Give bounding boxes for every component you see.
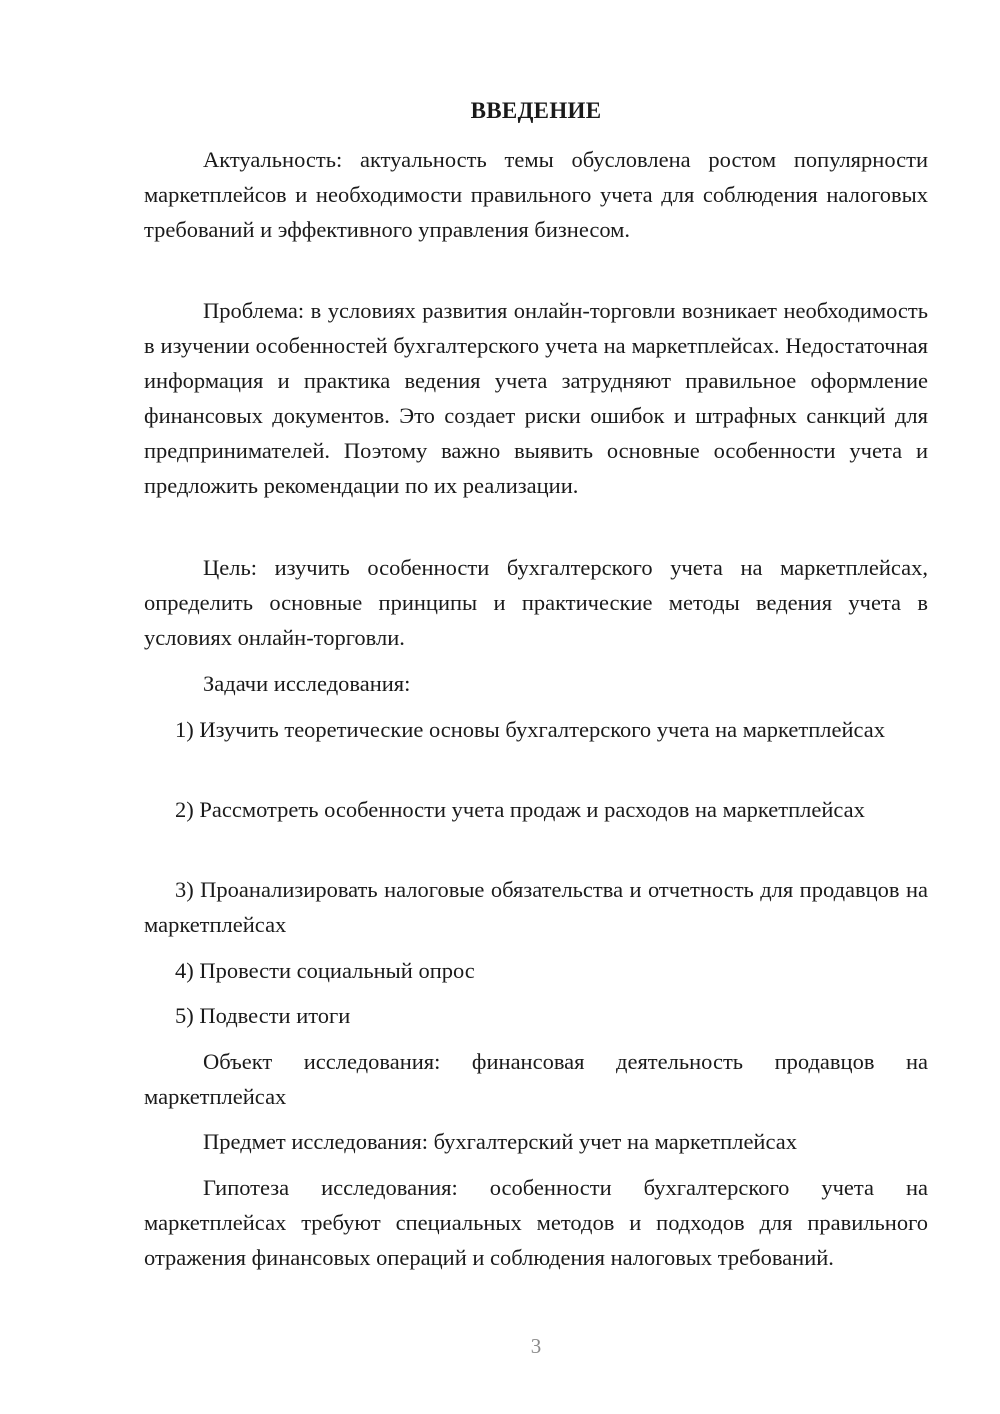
goal-paragraph: Цель: изучить особенности бухгалтерского учета на маркетплейсах, определить основные принципы и практические методы ведения учета в условиях онлайн-торговли.	[144, 555, 928, 650]
task-item-1: 1) Изучить теоретические основы бухгалтерского учета на маркетплейсах	[175, 717, 886, 742]
tasks-heading: Задачи исследования:	[203, 671, 411, 696]
task-item-5: 5) Подвести итоги	[175, 1003, 351, 1028]
task-item-4: 4) Провести социальный опрос	[175, 958, 475, 983]
hypothesis-paragraph: Гипотеза исследования: особенности бухгалтерского учета на маркетплейсах требуют специальных методов и подходов для правильного отражения финансовых операций и соблюдения налоговых требований.	[144, 1175, 928, 1270]
task-item-3: 3) Проанализировать налоговые обязательства и отчетность для продавцов на маркетплейсах	[144, 877, 928, 937]
task-item-2: 2) Рассмотреть особенности учета продаж и расходов на маркетплейсах	[175, 797, 865, 822]
page-number: 3	[530, 1334, 542, 1358]
section-title: ВВЕДЕНИЕ	[470, 98, 602, 123]
relevance-paragraph: Актуальность: актуальность темы обусловлена ростом популярности маркетплейсов и необходимости правильного учета для соблюдения налоговых требований и эффективного управления бизнесом.	[144, 147, 928, 242]
problem-paragraph: Проблема: в условиях развития онлайн-торговли возникает необходимость в изучении особенностей бухгалтерского учета на маркетплейсах. Недостаточная информация и практика ведения учета затрудняют правильное оформление финансовых документов. Это создает риски ошибок и штрафных санкций для предпринимателей. Поэтому важно выявить основные особенности учета и предложить рекомендации по их реализации.	[144, 298, 928, 498]
subject-paragraph: Предмет исследования: бухгалтерский учет на маркетплейсах	[203, 1129, 797, 1154]
object-paragraph: Объект исследования: финансовая деятельность продавцов на маркетплейсах	[144, 1049, 928, 1109]
